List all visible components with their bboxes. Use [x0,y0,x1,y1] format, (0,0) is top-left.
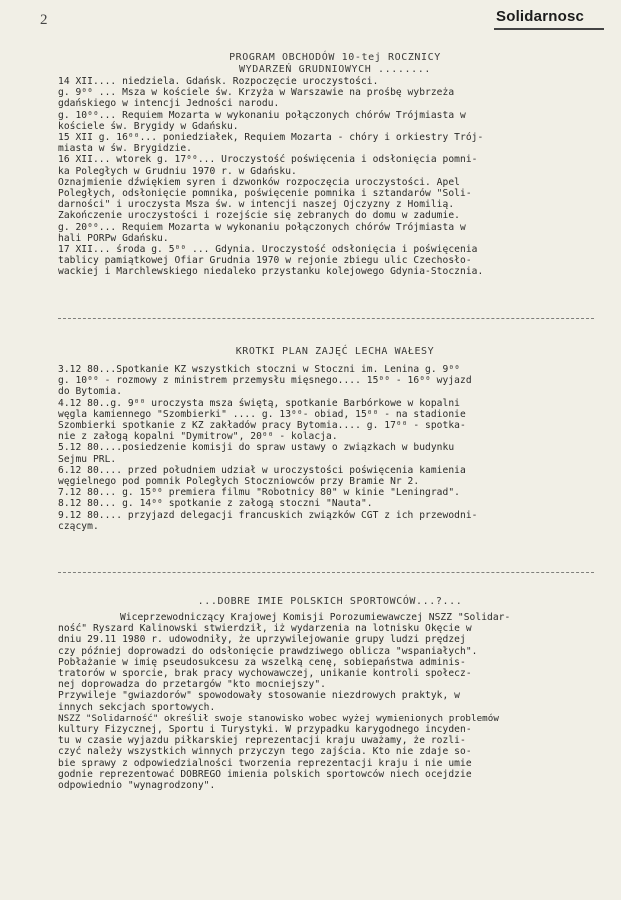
text-line: Pobłażanie w imię pseudosukcesu za wszelką cenę, sobiepaństwa adminis- [58,656,466,668]
text-line: g. 20⁰⁰... Requiem Mozarta w wykonaniu połączonych chórów Trójmiasta w [58,221,466,233]
text-line: czy później doprowadzi do odsłonięcie prawdziwego oblicza "wspaniałych". [58,645,478,657]
section1-heading [150,52,520,76]
text-line: hali PORPw Gdańsku. [58,232,169,244]
text-line: innych sekcjach sportowych. [58,701,216,713]
text-line: węgla kamiennego "Szombierki" .... g. 13⁰⁰- obiad, 15⁰⁰ - na stadionie [58,408,466,420]
section-divider [58,572,594,573]
text-line: 5.12 80....posiedzenie komisji do spraw ustawy o związkach w budynku [58,442,455,454]
text-line: nie z załogą kopalni "Dymitrow", 20⁰⁰ - kolacja. [58,431,338,443]
text-line: kultury Fizycznej, Sportu i Turystyki. W przypadku karygodnego incyden- [58,724,472,736]
text-line: 16 XII... wtorek g. 17⁰⁰... Uroczystość poświęcenia i odsłonięcia pomni- [58,154,478,166]
text-line: g. 10⁰⁰... Requiem Mozarta w wykonaniu połączonych chórów Trójmiasta w [58,109,466,121]
text-line: czyć należy wszystkich winnych przyczyn tego zajścia. Kto nie zdaje so- [58,746,472,758]
masthead-rule [494,28,604,30]
text-line: 15 XII g. 16⁰⁰... poniedziałek, Requiem Mozarta - chóry i orkiestry Trój- [58,132,484,144]
text-line: tablicy pamiątkowej Ofiar Grudnia 1970 w rejonie zbiegu ulic Czechosło- [58,255,472,267]
section2-heading [160,346,510,358]
text-line: ność" Ryszard Kalinowski stwierdził, iż wydarzenia na lotnisku Okęcie w [58,623,472,635]
masthead-title: Solidarnosc [496,8,585,25]
section3-title: ...DOBRE IMIE POLSKICH SPORTOWCÓW...?... [197,596,463,607]
text-line: 8.12 80... g. 14⁰⁰ spotkanie z załogą stoczni "Nauta". [58,498,373,510]
text-line: 9.12 80.... przyjazd delegacji francuskich związków CGT z ich przewodni- [58,509,478,521]
page-number: 2 [40,12,48,28]
text-line: Oznajmienie dźwiękiem syren i dzwonków rozpoczęcia uroczystości. Apel [58,176,460,188]
text-line: godnie reprezentować DOBREGO imienia polskich sportowców niech ocejdzie [58,768,472,780]
text-line: 14 XII.... niedziela. Gdańsk. Rozpoczęcie uroczystości. [58,76,379,87]
section1-title-line2: WYDARZEŃ GRUDNIOWYCH ........ [239,64,431,75]
section2-body [58,364,590,532]
section3-body [58,612,590,791]
text-line: odpowiednio "wynagrodzony". [58,780,216,792]
text-line: 7.12 80... g. 15⁰⁰ premiera filmu "Robotnicy 80" w kinie "Leningrad". [58,487,460,499]
text-line: g. 9⁰⁰ ... Msza w kościele św. Krzyża w Warszawie na prośbę wybrzeża [58,87,455,99]
text-line: g. 10⁰⁰ - rozmowy z ministrem przemysłu mięsnego.... 15⁰⁰ - 16⁰⁰ wyjazd [58,375,472,387]
text-line: Poległych, odsłonięcie pomnika, poświęcenie pomnika i sztandarów "Soli- [58,188,472,200]
text-line: nej doprowadza do przetargów "kto mocniejszy". [58,679,326,691]
text-line: do Bytomia. [58,386,123,398]
text-line: gdańskiego w intencji Jedności narodu. [58,98,280,110]
section3-heading [140,596,520,608]
text-line: tratorów w sporcie, brak pracy wychowawczej, unikanie kontroli społecz- [58,668,472,680]
text-line: 6.12 80.... przed południem udział w uroczystości poświęcenia kamienia [58,464,466,476]
text-line: wackiej i Marchlewskiego niedaleko przystanku kolejowego Gdynia-Stocznia. [58,266,484,278]
text-line: miasta w św. Brygidzie. [58,143,192,155]
text-line: Przywileje "gwiazdorów" spowodowały stosowanie niezdrowych praktyk, w [58,690,460,702]
section1-body [58,76,590,278]
text-line: kościele św. Brygidy w Gdańsku. [58,120,239,132]
text-line: bie sprawy z odpowiedzialności tworzenia reprezentacji kraju i nie umie [58,757,472,769]
section-divider [58,318,594,319]
text-line: NSZZ "Solidarność" określił swoje stanowisko wobec wyżej wymienionych problemów [58,712,499,724]
text-line: Szombierki spotkanie z KZ zakładów pracy Bytomia.... g. 17⁰⁰ - spotka- [58,420,466,432]
text-line: węgielnego pod pomnik Poległych Stoczniowców przy Bramie Nr 2. [58,476,420,488]
text-line: tu w czasie wyjazdu piłkarskiej reprezentacji kraju uważamy, że rozli- [58,735,466,747]
text-line: dniu 29.11 1980 r. udowodniły, że uprzywilejowanie grupy ludzi prędzej [58,634,466,646]
text-line: Wiceprzewodniczący Krajowej Komisji Porozumiewawczej NSZZ "Solidar- [120,612,511,623]
text-line: darności" i uroczysta Msza św. w intencji naszej Ojczyzny z Homilią. [58,199,455,211]
section1-title-line1: PROGRAM OBCHODÓW 10-tej ROCZNICY [229,52,441,63]
text-line: 3.12 80...Spotkanie KZ wszystkich stoczni w Stoczni im. Lenina g. 9⁰⁰ [58,364,460,375]
text-line: ka Poległych w Grudniu 1970 r. w Gdańsku. [58,165,297,177]
text-line: 17 XII... środa g. 5⁰⁰ ... Gdynia. Uroczystość odsłonięcia i poświęcenia [58,244,478,256]
text-line: czącym. [58,520,99,532]
text-line: Sejmu PRL. [58,453,117,465]
section2-title: KROTKI PLAN ZAJĘĆ LECHA WAŁESY [235,346,435,357]
text-line: 4.12 80..g. 9⁰⁰ uroczysta msza świętą, spotkanie Barbórkowe w kopalni [58,397,460,409]
text-line: Zakończenie uroczystości i rozejście się zebranych do domu w zadumie. [58,210,460,222]
